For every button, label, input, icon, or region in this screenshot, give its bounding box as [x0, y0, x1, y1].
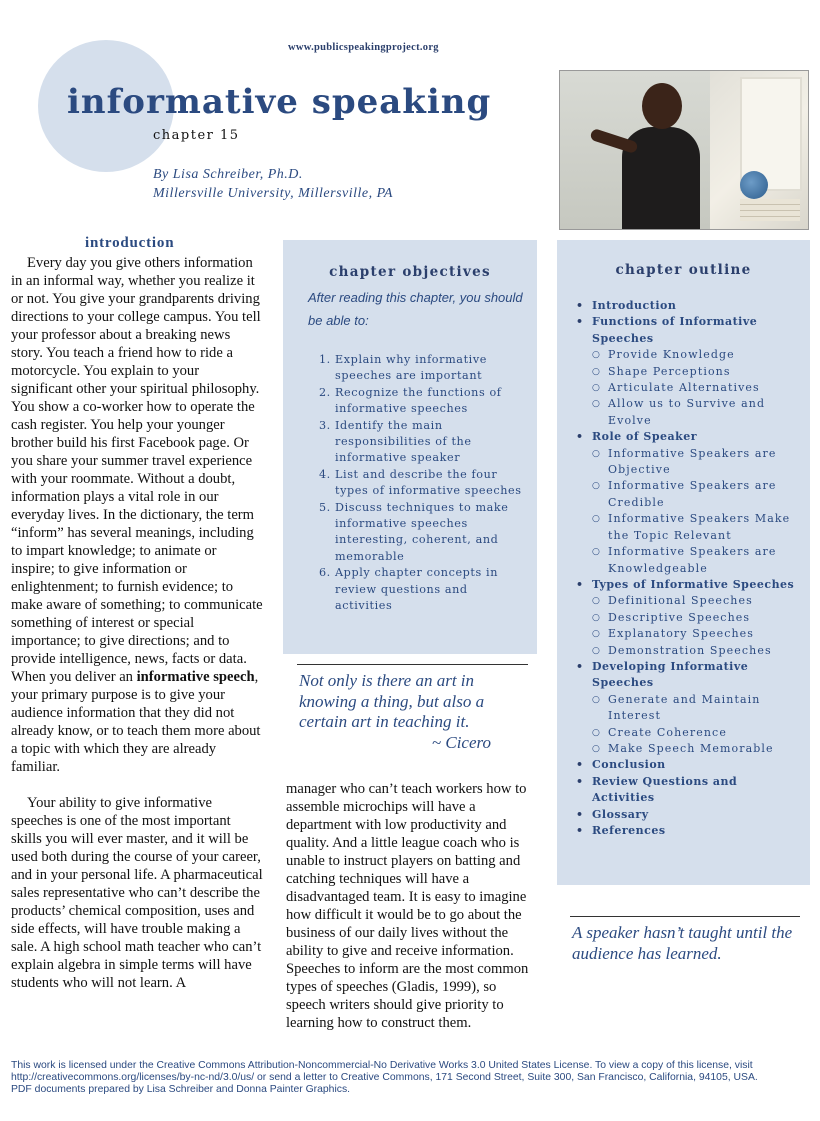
outline-item-label: Developing Informative Speeches — [592, 659, 749, 690]
outline-sublist — [592, 692, 802, 758]
outline-subitem: ○ Create Coherence — [608, 725, 802, 741]
affiliation: Millersville University, Millersville, PA — [153, 186, 393, 201]
page-title: informative speaking — [67, 82, 492, 122]
outline-item-label: Types of Informative Speeches — [592, 577, 795, 591]
books — [740, 199, 800, 221]
outline-item-label: Functions of Informative Speeches — [592, 315, 758, 345]
objective-item: 5. Discuss techniques to make informative speeches interesting, coherent, and memorable — [335, 500, 525, 566]
objective-item: 3. Identify the main responsibilities of the informative speaker — [335, 418, 525, 467]
outline-sublist — [592, 347, 802, 429]
paragraph-1-text: Every day you give others information in an informal way, whether you realize it or not. You give your grandparents driving directions to your college campus. You tell your professor about a breaking news story. You teach a friend how to ride a motorcycle. You explain to your significant other your spiritual philosophy. You show a co-worker how to operate the cash register. You help your younger brother build his first Facebook page. Or you share your summer travel experience with your roommate. Without a doubt, information plays a vital role in our everyday lives. In the dictionary, the term “inform” has several meanings, including to impart knowledge; to animate or inspire; to give information or enlightenment; to furnish evidence; to make aware of something; to communicate something of interest or special importance; to give directions; and to provide intelligence, news, facts or data. When you deliver an — [11, 255, 263, 685]
outline-subitem: ○ Informative Speakers are Objective — [608, 446, 802, 479]
objective-item: 6. Apply chapter concepts in review questions and activities — [335, 565, 525, 614]
outline-subitem: ○ Allow us to Survive and Evolve — [608, 396, 802, 429]
introduction-paragraph-2: Your ability to give informative speeches is one of the most important skills you will ever master, and it will be used both during the course of your career, and in your personal life. A pharmaceutical sales representative who can’t describe the products’ chemical composition, uses and side effects, will have trouble making a sale. A high school math teacher who can’t explain algebra in simple terms will have students who will not learn. A — [11, 795, 263, 991]
audience-quote: A speaker hasn’t taught until the audience has learned. — [572, 923, 793, 963]
key-term: informative speech — [136, 669, 255, 685]
outline-item — [592, 659, 802, 757]
outline-item-label: Glossary — [592, 807, 649, 821]
outline-subitem: ○ Make Speech Memorable — [608, 741, 802, 757]
outline-subitem: ○ Definitional Speeches — [608, 593, 802, 609]
objective-item: 2. Recognize the functions of informative speeches — [335, 385, 525, 418]
outline-subitem: ○ Explanatory Speeches — [608, 626, 802, 642]
introduction-paragraph-1 — [11, 254, 263, 776]
introduction-heading: introduction — [85, 235, 175, 251]
outline-subitem: ○ Descriptive Speeches — [608, 610, 802, 626]
license-line: http://creativecommons.org/licenses/by-nc-nd/3.0/us/ or send a letter to Creative Commons, 171 Second Street, Suite 300, San Francisco, California, 94105, USA. — [11, 1071, 758, 1083]
outline-subitem: ○ Informative Speakers Make the Topic Relevant — [608, 511, 802, 544]
outline-subitem: ○ Generate and Maintain Interest — [608, 692, 802, 725]
objectives-list — [283, 352, 525, 615]
outline-item — [592, 774, 802, 807]
objective-item: 4. List and describe the four types of informative speeches — [335, 467, 525, 500]
outline-item-label: Introduction — [592, 299, 677, 312]
outline-sublist — [592, 593, 802, 659]
chapter-outline-box — [557, 240, 810, 885]
objectives-lead: After reading this chapter, you should be able to: — [308, 290, 523, 328]
outline-item — [592, 757, 802, 773]
cicero-quote — [299, 671, 529, 753]
license-line: This work is licensed under the Creative Commons Attribution-Noncommercial-No Derivative Works 3.0 United States License. To view a copy of this license, visit — [11, 1060, 753, 1071]
outline-item — [592, 807, 802, 823]
paragraph-1-end: , your primary purpose is to give your audience information that they did not already know, or to teach them more about a topic with which they are already familiar. — [11, 669, 261, 775]
quote-divider — [297, 664, 528, 665]
quote-attribution: ~ Cicero — [431, 732, 491, 752]
quote-text: Not only is there an art in knowing a thing, but also a certain art in teaching it. — [299, 671, 485, 731]
objective-item: 1. Explain why informative speeches are important — [335, 352, 525, 385]
website-url: www.publicspeakingproject.org — [288, 42, 439, 53]
chapter-number: chapter 15 — [153, 128, 240, 143]
byline — [153, 165, 393, 203]
objectives-heading: chapter objectives — [329, 264, 491, 280]
chapter-objectives-box — [283, 240, 537, 654]
globe-icon — [740, 171, 768, 199]
outline-subitem: ○ Demonstration Speeches — [608, 643, 802, 659]
outline-subitem: ○ Informative Speakers are Knowledgeable — [608, 544, 802, 577]
introduction-continuation: manager who can’t teach workers how to assemble microchips will have a department with low productivity and quality. And a little league coach who is unable to instruct players on batting and catching techniques will have a disadvantaged team. It is easy to imagine how difficult it would be to go about the business of our daily lives without the ability to give and receive information. Speeches to inform are the most common types of speeches (Gladis, 1999), so speech writers should give priority to learning how to construct them. — [286, 781, 529, 1031]
outline-item-label: References — [592, 824, 666, 837]
person-head — [642, 83, 682, 129]
teacher-photo — [559, 70, 809, 230]
outline-subitem: ○ Shape Perceptions — [608, 364, 802, 380]
outline-item — [592, 429, 802, 577]
outline-item-label: Conclusion — [592, 758, 666, 772]
outline-sublist — [592, 446, 802, 577]
outline-subitem: ○ Provide Knowledge — [608, 347, 802, 363]
outline-subitem: ○ Articulate Alternatives — [608, 380, 802, 396]
outline-item-label: Review Questions and Activities — [592, 774, 738, 805]
outline-item — [592, 298, 802, 314]
outline-list — [557, 298, 802, 839]
license-notice — [11, 1060, 811, 1095]
outline-heading: chapter outline — [615, 262, 752, 278]
outline-item — [592, 314, 802, 429]
outline-subitem: ○ Informative Speakers are Credible — [608, 478, 802, 511]
license-line: PDF documents prepared by Lisa Schreiber and Donna Painter Graphics. — [11, 1083, 351, 1095]
outline-item-label: Role of Speaker — [592, 430, 698, 444]
introduction-column — [11, 254, 263, 992]
quote-divider — [570, 916, 800, 917]
outline-item — [592, 577, 802, 659]
author: By Lisa Schreiber, Ph.D. — [153, 167, 303, 182]
outline-item — [592, 823, 802, 839]
